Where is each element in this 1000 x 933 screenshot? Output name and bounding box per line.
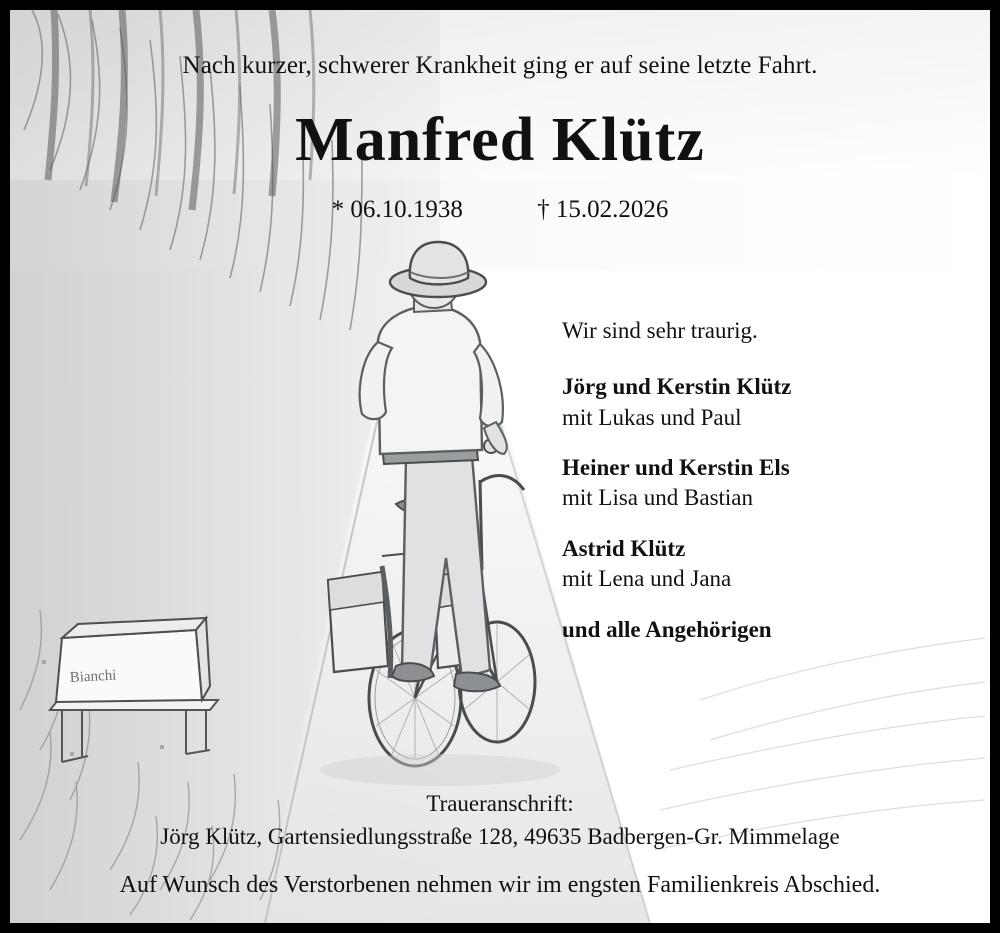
intro-line: Nach kurzer, schwerer Krankheit ging er auf seine letzte Fahrt. bbox=[182, 52, 818, 79]
mourners-closing: und alle Angehörigen bbox=[562, 616, 772, 642]
family-names: Jörg und Kerstin Klütz bbox=[562, 374, 792, 400]
family-children: mit Lukas und Paul bbox=[562, 404, 742, 430]
mourning-lead: Wir sind sehr traurig. bbox=[562, 318, 758, 343]
family-names: Heiner und Kerstin Els bbox=[562, 455, 790, 481]
birth-date: * 06.10.1938 bbox=[331, 196, 463, 223]
address-line: Jörg Klütz, Gartensiedlungsstraße 128, 49635 Badbergen-Gr. Mimmelage bbox=[160, 823, 840, 849]
page-title: Manfred Klütz bbox=[295, 106, 705, 174]
family-names: Astrid Klütz bbox=[562, 535, 686, 561]
family-group bbox=[562, 534, 962, 595]
notice-text-layer bbox=[10, 10, 990, 923]
final-note: Auf Wunsch des Verstorbenen nehmen wir im engsten Familienkreis Abschied. bbox=[119, 872, 881, 898]
box-brand-text: Bianchi bbox=[69, 667, 117, 686]
family-children: mit Lena und Jana bbox=[562, 566, 732, 592]
family-group bbox=[562, 372, 962, 433]
family-children: mit Lisa und Bastian bbox=[562, 485, 754, 511]
death-date: † 15.02.2026 bbox=[537, 196, 669, 223]
life-dates bbox=[10, 196, 990, 224]
address-label: Traueranschrift: bbox=[426, 791, 574, 816]
mourners-block bbox=[562, 316, 962, 645]
address-block bbox=[10, 788, 990, 853]
family-group bbox=[562, 453, 962, 514]
